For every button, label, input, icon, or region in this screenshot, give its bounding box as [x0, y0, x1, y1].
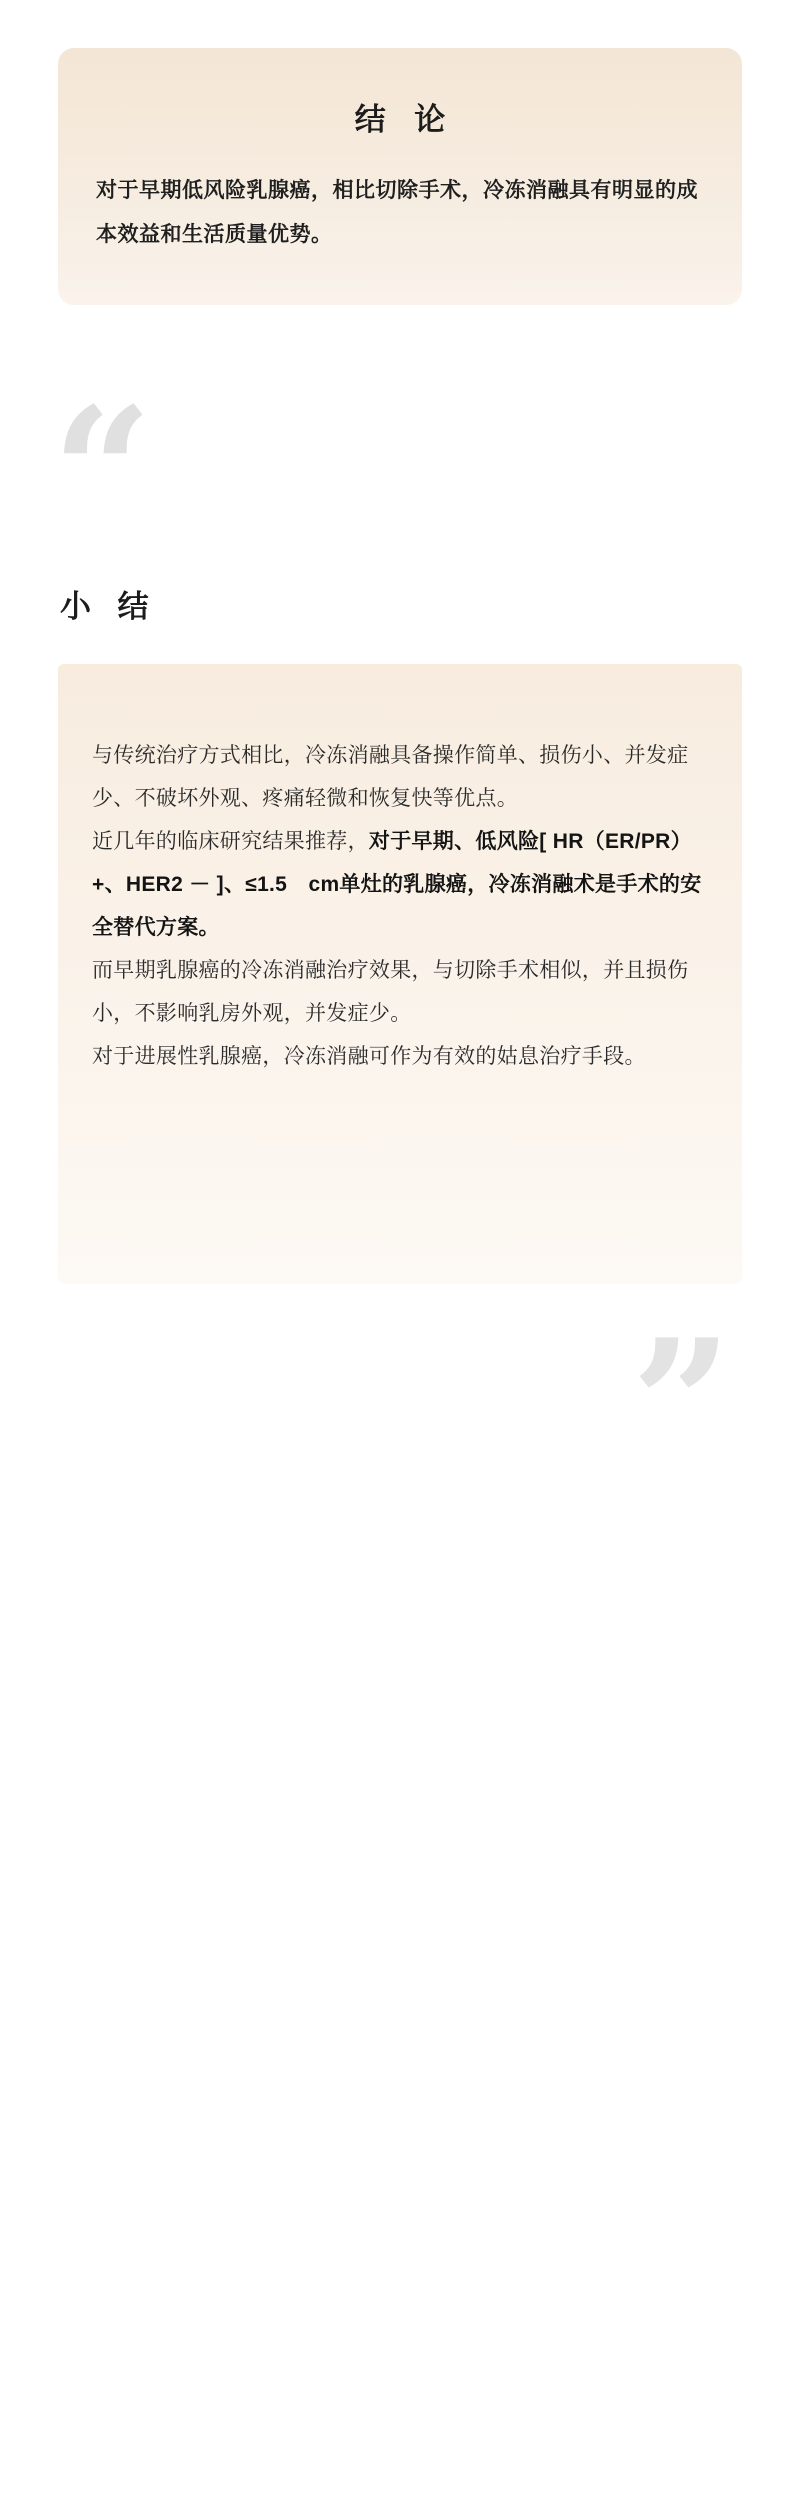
conclusion-title: 结 论 — [354, 102, 456, 137]
summary-paragraph-1: 与传统治疗方式相比，冷冻消融具备操作简单、损伤小、并发症少、不破坏外观、疼痛轻微和恢复快等优点。 — [92, 744, 689, 810]
conclusion-card — [58, 48, 742, 305]
summary-paragraph-3: 而早期乳腺癌的冷冻消融治疗效果，与切除手术相似，并且损伤小，不影响乳房外观，并发症少。 — [92, 959, 689, 1025]
summary-paragraph-2 — [92, 820, 708, 949]
summary-paragraph-2-lead: 近几年的临床研究结果推荐， — [92, 830, 369, 853]
summary-card — [58, 664, 742, 1284]
summary-paragraph-4: 对于进展性乳腺癌，冷冻消融可作为有效的姑息治疗手段。 — [92, 1045, 646, 1068]
quote-close-icon: ” — [631, 1302, 732, 1507]
article-page — [0, 48, 800, 2494]
section-heading-summary: 小 结 — [60, 589, 158, 624]
quote-open-icon: “ — [52, 370, 153, 575]
conclusion-body-text: 对于早期低风险乳腺癌，相比切除手术，冷冻消融具有明显的成本效益和生活质量优势。 — [96, 179, 698, 246]
summary-paragraph-2-bold: 对于早期、低风险[ HR（ER/PR）+、HER2 － ]、≤1.5 cm单灶的乳腺癌，冷冻消融术是手术的安全替代方案。 — [92, 830, 702, 939]
